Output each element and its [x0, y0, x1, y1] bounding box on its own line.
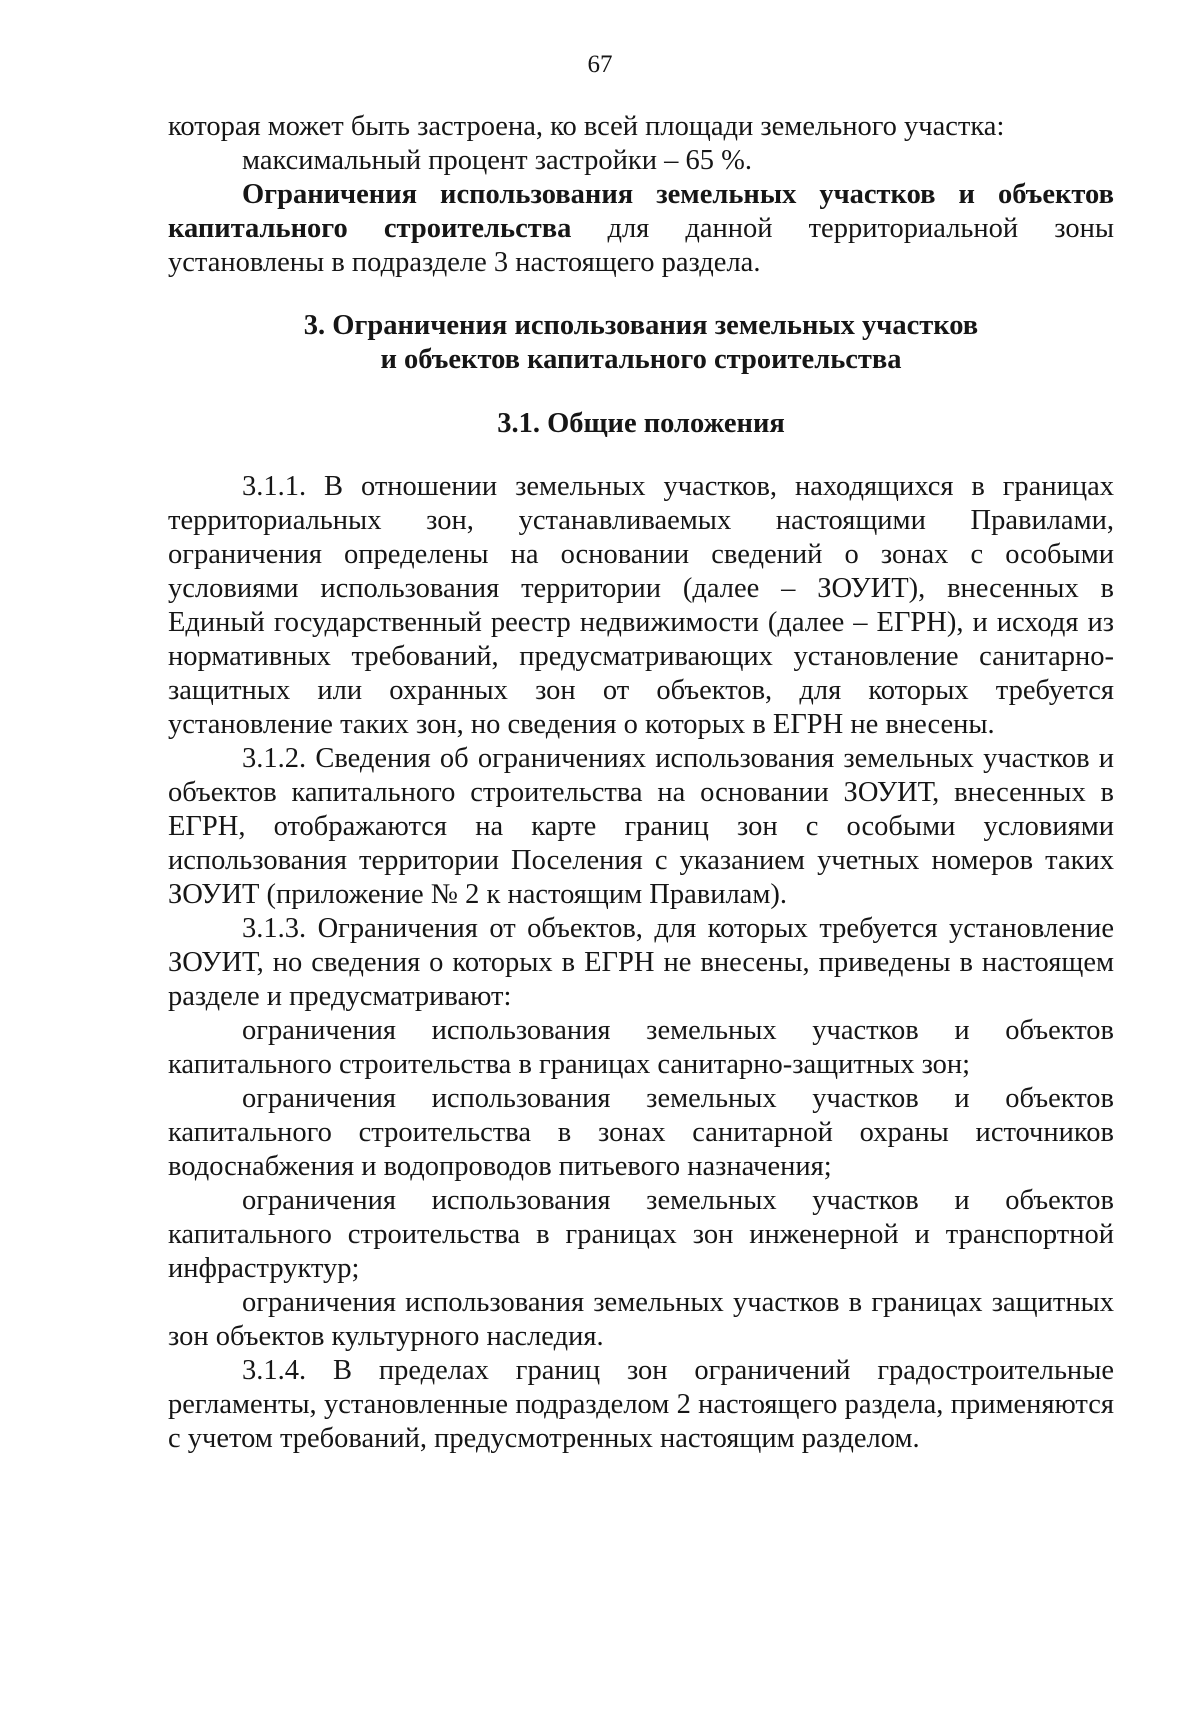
paragraph-3-1-1: 3.1.1. В отношении земельных участков, находящихся в границах территориальных зон, устанавливаемых настоящими Правилами, ограничения определены на основании сведений о зонах с особыми условиями использования территории (далее – ЗОУИТ), внесенных в Единый государственный реестр недвижимости (далее – ЕГРН), и исходя из нормативных требований, предусматривающих установление санитарно-защитных или охранных зон от объектов, для которых требуется установление таких зон, но сведения о которых в ЕГРН не внесены.: [168, 471, 1114, 740]
subsection-title: 3.1. Общие положения: [497, 408, 785, 439]
page-number: 67: [587, 51, 613, 78]
paragraph-3-1-2: 3.1.2. Сведения об ограничениях использования земельных участков и объектов капитального строительства на основании ЗОУИТ, внесенных в ЕГРН, отображаются на карте границ зон с особыми условиями использования территории Поселения с указанием учетных номеров таких ЗОУИТ (приложение № 2 к настоящим Правилам).: [168, 743, 1114, 910]
restriction-bold-text: Ограничения использования земельных участков и объектов капитального строительства: [168, 179, 1114, 244]
document-body: [168, 110, 1114, 1456]
restriction-rest-text: для данной территориальной зоны установлены в подразделе 3 настоящего раздела.: [168, 213, 1114, 278]
section-title-line-2: и объектов капитального строительства: [380, 344, 902, 375]
list-item-water-protection-zones: ограничения использования земельных участков и объектов капитального строительства в зонах санитарной охраны источников водоснабжения и водопроводов питьевого назначения;: [168, 1083, 1114, 1182]
list-item-heritage-zones: ограничения использования земельных участков в границах защитных зон объектов культурного наследия.: [168, 1287, 1114, 1352]
intro-line-1: которая может быть застроена, ко всей площади земельного участка:: [168, 111, 1005, 142]
restriction-statement: [168, 178, 1114, 280]
intro-line-2: максимальный процент застройки – 65 %.: [242, 145, 752, 176]
list-item-infrastructure-zones: ограничения использования земельных участков и объектов капитального строительства в границах зон инженерной и транспортной инфраструктур;: [168, 1185, 1114, 1284]
section-title-line-1: 3. Ограничения использования земельных участков: [303, 310, 979, 341]
list-item-sanitary-zones: ограничения использования земельных участков и объектов капитального строительства в границах санитарно-защитных зон;: [168, 1015, 1114, 1080]
paragraph-3-1-4: 3.1.4. В пределах границ зон ограничений градостроительные регламенты, установленные подразделом 2 настоящего раздела, применяются с учетом требований, предусмотренных настоящим разделом.: [168, 1355, 1114, 1454]
paragraph-3-1-3: 3.1.3. Ограничения от объектов, для которых требуется установление ЗОУИТ, но сведения о которых в ЕГРН не внесены, приведены в настоящем разделе и предусматривают:: [168, 913, 1114, 1012]
